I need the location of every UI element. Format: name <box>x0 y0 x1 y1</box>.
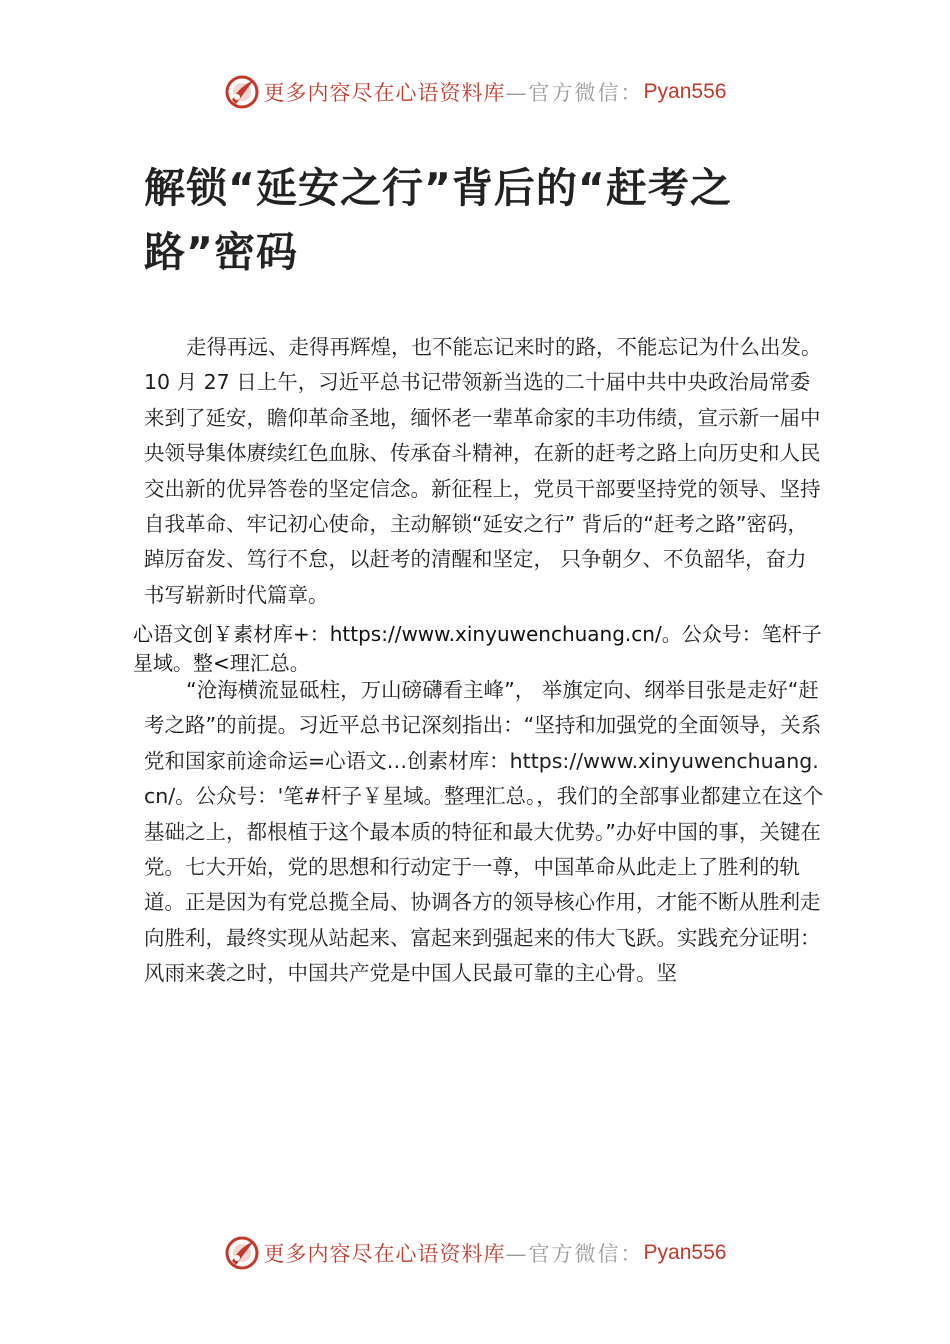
footer-wechat-label: —官方微信： <box>505 1242 644 1266</box>
watermark-note: 心语文创￥素材库+：https://www.xinyuwenchuang.cn/。公众号：笔杆子星域。整<理汇总。 <box>133 622 822 675</box>
header-banner <box>0 72 950 112</box>
article-paragraph-1: 走得再远、走得再辉煌，也不能忘记来时的路，不能忘记为什么出发。10 月 27 日上午，习近平总书记带领新当选的二十届中共中央政治局常委来到了延安，瞻仰革命圣地，缅怀老一辈革命家的丰功伟绩，宣示新一届中央领导集体赓续红色血脉、传承奋斗精神，在新的赶考之路上向历史和人民交出新的优异答卷的坚定信念。新征程上，党员干部要坚持党的领导、坚持自我革命、牢记初心使命，主动解锁“延安之行” 背后的“赶考之路”密码，踔厉奋发、笃行不怠，以赶考的清醒和坚定， 只争朝夕、不负韶华，奋力书写崭新时代篇章。 <box>144 335 822 607</box>
article-title: 解锁“延安之行”背后的“赶考之路”密码 <box>144 164 732 276</box>
footer-banner <box>0 1233 950 1273</box>
header-wechat-label: —官方微信： <box>505 81 644 105</box>
ink-brush-logo-icon <box>224 1235 260 1271</box>
ink-brush-logo-icon <box>224 74 260 110</box>
footer-wechat-id: Pyan556 <box>643 1241 727 1264</box>
footer-slogan: 更多内容尽在心语资料库 <box>263 1242 506 1266</box>
header-wechat-id: Pyan556 <box>643 80 727 103</box>
header-slogan: 更多内容尽在心语资料库 <box>263 81 506 105</box>
article-paragraph-2: “沧海横流显砥柱，万山磅礴看主峰”， 举旗定向、纲举目张是走好“赶考之路”的前提。习近平总书记深刻指出：“坚持和加强党的全面领导，关系党和国家前途命运=心语文…创素材库：https://www.xinyuwenchuang.cn/。公众号：'笔#杆子￥星域。整理汇总。，我们的全部事业都建立在这个基础之上，都根植于这个最本质的特征和最大优势。”办好中国的事，关键在党。七大开始，党的思想和行动定于一尊，中国革命从此走上了胜利的轨道。正是因为有党总揽全局、协调各方的领导核心作用，才能不断从胜利走向胜利，最终实现从站起来、富起来到强起来的伟大飞跃。实践充分证明：风雨来袭之时，中国共产党是中国人民最可靠的主心骨。坚 <box>144 678 824 986</box>
